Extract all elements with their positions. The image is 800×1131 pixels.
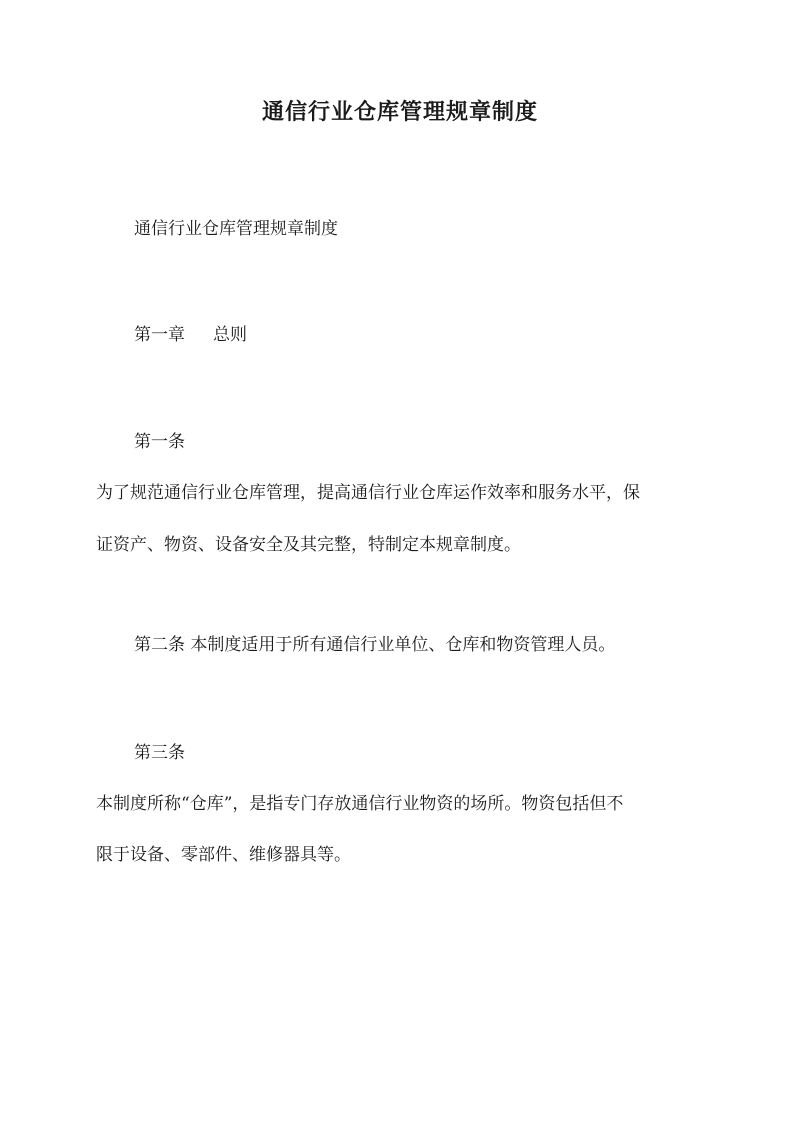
document-title: 通信行业仓库管理规章制度 [261, 99, 538, 125]
document-subtitle: 通信行业仓库管理规章制度 [134, 219, 338, 239]
chapter-name: 总则 [213, 325, 247, 345]
chapter-number: 第一章 [134, 325, 185, 345]
article-3-label: 第三条 [134, 743, 185, 763]
article-1-line-1: 为了规范通信行业仓库管理，提高通信行业仓库运作效率和服务水平，保 [96, 483, 640, 503]
article-3-line-1: 本制度所称“仓库”，是指专门存放通信行业物资的场所。物资包括但不 [96, 794, 624, 814]
article-2 [134, 630, 615, 660]
article-1-line-2: 证资产、物资、设备安全及其完整，特制定本规章制度。 [96, 535, 521, 555]
article-2-label: 第二条 [134, 635, 185, 655]
article-1-label: 第一条 [134, 432, 185, 452]
article-3-line-2: 限于设备、零部件、维修器具等。 [96, 845, 351, 865]
chapter-heading [134, 320, 247, 350]
article-2-text: 本制度适用于所有通信行业单位、仓库和物资管理人员。 [190, 635, 616, 655]
